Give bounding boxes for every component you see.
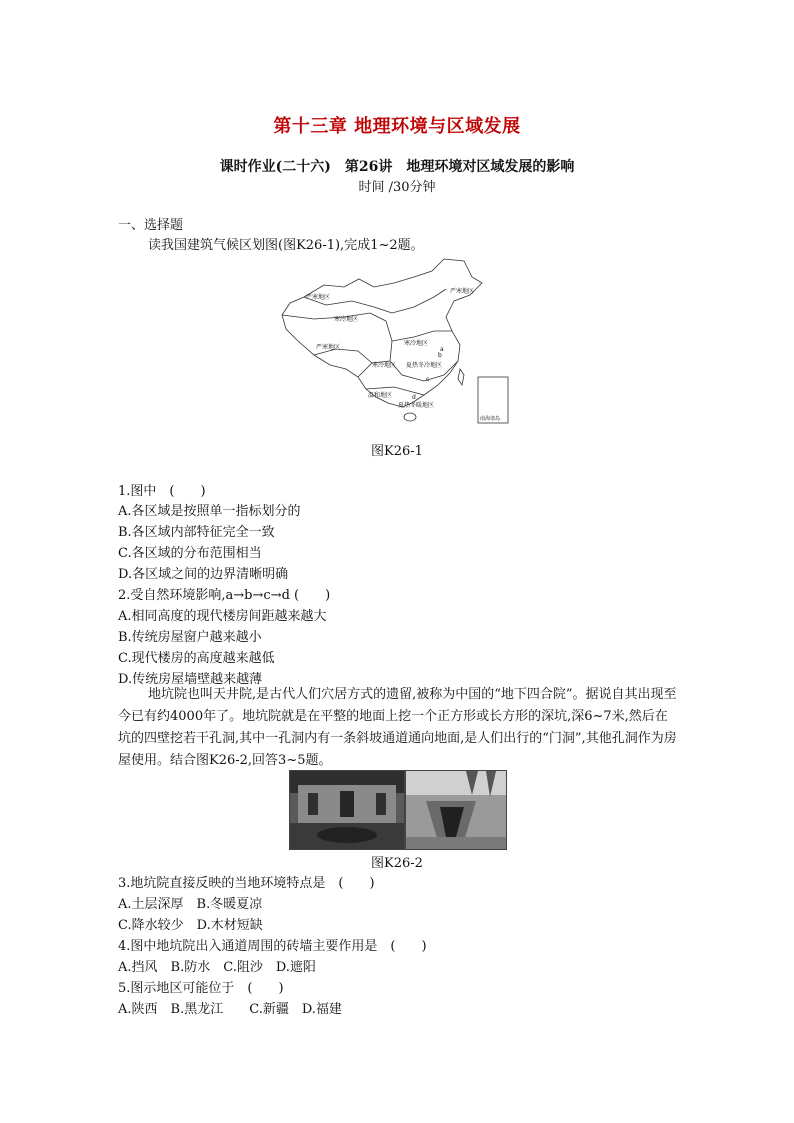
zone-label: 夏热冬暖地区 bbox=[398, 402, 435, 409]
question-4-options: A.挡风 B.防水 C.阻沙 D.遮阳 bbox=[118, 960, 316, 975]
question-2-option: A.相同高度的现代楼房间距越来越大 bbox=[118, 609, 327, 624]
zone-label: 严寒地区 bbox=[306, 294, 331, 301]
question-1-option: B.各区域内部特征完全一致 bbox=[118, 525, 275, 540]
pit-courtyard-photo bbox=[289, 770, 405, 850]
zone-label: 温和地区 bbox=[368, 392, 393, 399]
region-marker: d bbox=[412, 394, 416, 401]
question-1-stem: 1.图中 ( ) bbox=[118, 484, 206, 499]
lesson-title: 课时作业(二十六) 第26讲 地理环境对区域发展的影响 bbox=[219, 159, 575, 175]
question-2-stem: 2.受自然环境影响,a→b→c→d ( ) bbox=[118, 588, 331, 603]
question-1-option: D.各区域之间的边界清晰明确 bbox=[118, 567, 289, 582]
zone-label: 寒冷地区 bbox=[372, 362, 397, 369]
zone-label: 夏热冬冷地区 bbox=[406, 362, 443, 369]
zone-label: 寒冷地区 bbox=[334, 316, 359, 323]
climate-zone-map bbox=[274, 257, 510, 425]
question-1-option: A.各区域是按照单一指标划分的 bbox=[118, 504, 301, 519]
zone-label: 寒冷地区 bbox=[404, 340, 429, 347]
pit-entrance-photo bbox=[405, 770, 507, 850]
zone-label: 严寒地区 bbox=[316, 344, 341, 351]
intro-map-question: 读我国建筑气候区划图(图K26-1),完成1~2题。 bbox=[148, 238, 424, 253]
inset-label: 南海诸岛 bbox=[480, 416, 501, 422]
taiwan-island bbox=[458, 369, 464, 385]
reading-passage: 地坑院也叫天井院,是古代人们穴居方式的遗留,被称为中国的“地下四合院”。据说自其出现至今已有约4000年了。地坑院就是在平整的地面上挖一个正方形或长方形的深坑,深6~7米,然后在坑的四壁挖若干孔洞,其中一孔洞内有一条斜坡通道通向地面,是人们出行的“门洞”,其他孔洞作为房屋使用。结合图K26-2,回答3~5题。 bbox=[118, 687, 677, 768]
question-3-options: C.降水较少 D.木材短缺 bbox=[118, 918, 263, 933]
question-2-option: C.现代楼房的高度越来越低 bbox=[118, 651, 275, 666]
question-3-options: A.土层深厚 B.冬暖夏凉 bbox=[118, 897, 263, 912]
question-4-stem: 4.图中地坑院出入通道周围的砖墙主要作用是 ( ) bbox=[118, 939, 427, 954]
china-outline bbox=[282, 259, 482, 407]
zone-boundary bbox=[304, 289, 446, 313]
question-3-stem: 3.地坑院直接反映的当地环境特点是 ( ) bbox=[118, 876, 375, 891]
section-heading: 一、选择题 bbox=[118, 218, 184, 233]
region-marker: b bbox=[438, 352, 442, 359]
photo-caption: 图K26-2 bbox=[371, 856, 423, 871]
hainan-island bbox=[404, 413, 416, 421]
chapter-title: 第十三章 地理环境与区域发展 bbox=[273, 116, 521, 137]
region-marker: a bbox=[440, 346, 444, 353]
question-5-stem: 5.图示地区可能位于 ( ) bbox=[118, 981, 284, 996]
question-2-option: D.传统房屋墙壁越来越薄 bbox=[118, 672, 263, 687]
question-5-options: A.陕西 B.黑龙江 C.新疆 D.福建 bbox=[118, 1002, 342, 1017]
question-2-option: B.传统房屋窗户越来越小 bbox=[118, 630, 262, 645]
region-marker: c bbox=[426, 376, 430, 383]
question-1-option: C.各区域的分布范围相当 bbox=[118, 546, 262, 561]
zone-label: 严寒地区 bbox=[450, 288, 475, 295]
map-caption: 图K26-1 bbox=[371, 444, 423, 459]
time-limit: 时间 /30分钟 bbox=[358, 180, 436, 195]
